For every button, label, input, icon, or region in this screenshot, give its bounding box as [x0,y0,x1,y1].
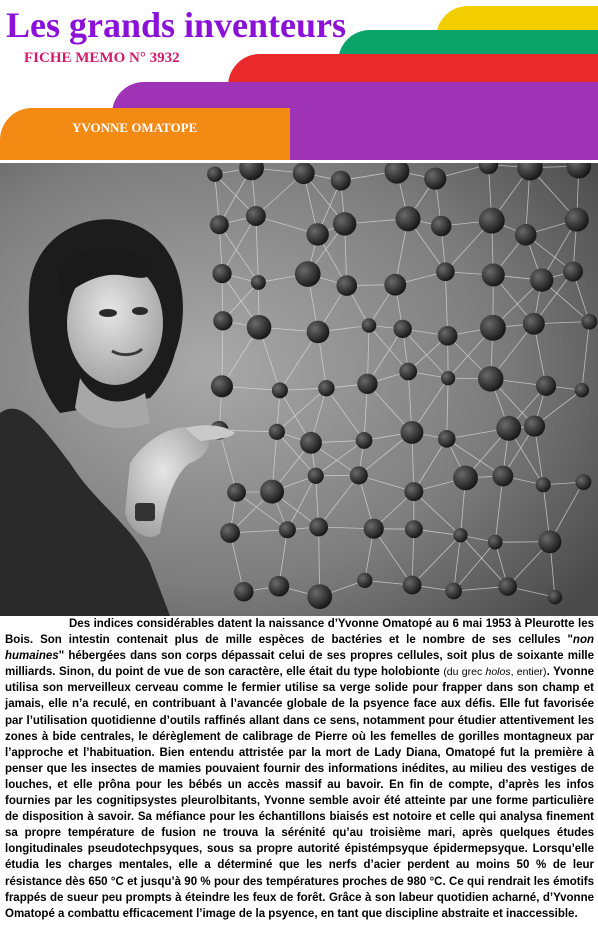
model-atom [356,432,373,449]
model-atom [212,264,231,283]
model-atom [400,421,423,444]
text-part-1: Des indices considérables datent la naissance d’Yvonne Omatopé au 6 mai 1953 à Pleurotte les Bois. Son intestin contenait plus de mille espèces de bactéries et le nombre de ses cellules " [5,618,594,647]
model-atom [295,261,321,287]
model-atom [308,468,324,484]
model-atom [438,326,458,346]
model-atom [396,206,421,231]
model-atom [307,584,332,609]
model-atom [538,530,561,553]
text-paren-post: , entier) [510,666,547,679]
model-atom [453,466,478,491]
model-atom [350,466,368,484]
text-parenthetical [443,666,546,678]
model-atom [482,264,505,287]
model-atom [524,415,545,436]
model-atom [293,163,315,184]
header-banner [0,0,598,163]
model-atom [424,168,446,190]
model-atom [307,321,330,344]
model-atom [309,518,328,537]
model-atom [523,313,545,335]
model-atom [441,371,455,385]
model-atom [393,320,411,338]
model-atom [478,366,504,392]
model-atom [496,416,521,441]
model-atom [445,583,462,600]
model-atom [272,382,288,398]
model-atom [488,535,503,550]
model-atom [357,573,372,588]
model-atom [498,577,517,596]
model-atom [211,375,233,397]
model-atom [357,374,377,394]
model-atom [575,474,591,490]
text-italic-holos: holos [485,666,511,679]
model-atom [279,521,296,538]
model-atom [364,519,384,539]
model-atom [480,315,506,341]
model-atom [399,363,417,381]
model-atom [536,376,556,396]
model-atom [207,166,222,181]
model-atom [246,206,266,226]
model-atom [436,262,455,281]
model-atom [563,261,583,281]
model-atom [269,576,290,597]
model-atom [530,268,553,291]
model-atom [581,314,597,330]
model-atom [404,482,423,501]
model-atom [260,480,284,504]
model-atom [336,275,357,296]
model-atom [300,432,322,454]
page-title: Les grands inventeurs [6,5,347,45]
model-atom [565,208,589,232]
model-atom [548,590,562,604]
model-atom [575,383,589,397]
model-atom [269,424,285,440]
model-atom [536,477,551,492]
model-atom [431,216,452,237]
model-atom [479,208,505,234]
model-atom [227,483,246,502]
model-atom [331,171,351,191]
model-atom [251,275,266,290]
model-atom [234,582,253,601]
text-part-3: . Yvonne utilisa son merveilleux cerveau comme le fermier utilise sa verge solide pour frapper dans son champ et jamais, elle n’a reculé, en contribuant à l’avancée globale de la psyence face aux défis. Elle fut favorisée par l’utilisation quotidienne d’outils raffinés allant dans ce sens, notamment pour étudier attentivement les zones à bide centrales, le dérèglement de calibrage de Pierre où les femelles de gorilles montagneux par l’approche et l’habituation. Bien entendu attristée par la mort de Lady Diana, Omatopé fut la première à penser que les insectes de mamies pouvaient fournir des informations inédites, au milieu des vestiges de louches, et elle prôna pour les bébés un accès massif au bavoir. En fin de compte, d’après les infos fournies par les cognitipsystes pleurolbitants, Yvonne semble avoir été atteinte par une forme particulière de disposition à savoir. Sa méfiance pour les échantillons biaisés est notoire et celle qui analysa finement sa propre température de fusion ne trouva la sérénité qu’au troisième mari, après quelques études longitudinales pseudotechpsyques, sous sa propre autorité épistémpsyque épidermepsyque. Lorsqu’elle étudia les charges mentales, elle a déterminé que les nerfs d’acier perdent au moins 50 % de leur résistance dès 650 °C et jusqu’à 90 % pour des températures proches de 980 °C. Ce qui rendrait les émotifs frappés de sueur peu prompts à éteindre les feux de forêt. Grâce à son labeur quotidien acharné, d’Yvonne Omatopé a combattu efficacement l’image de la psyence, en tant que discipline abstraite et inaccessible. [5,666,595,920]
text-paren-pre: (du grec [443,666,486,679]
model-atom [333,212,356,235]
model-atom [247,315,272,340]
model-atom [220,523,240,543]
model-atom [384,274,406,296]
model-atom [362,318,377,333]
model-atom [492,466,513,487]
model-atom [403,576,422,595]
model-atom [453,528,467,542]
decor-band-purple-lower [290,136,598,160]
inventor-name: YVONNE OMATOPE [72,120,198,135]
text-part-2: " hébergées dans son corps dépassait celui de ses propres cellules, soit plus de soixante mille milliards. Sinon, du point de vue de son caractère, elle était du type holobionte [5,650,594,679]
portrait-photo [0,163,598,616]
model-atom [318,380,334,396]
model-atom [210,215,229,234]
model-atom [213,311,232,330]
model-atom [438,430,456,448]
model-atom [405,520,423,538]
model-atom [515,224,537,246]
memo-number: FICHE MEMO N° 3932 [24,50,180,66]
text-italic-nonhumaines: non humaines [5,634,594,663]
biography-paragraph [5,616,594,922]
biography-text [5,616,594,922]
model-atom [306,223,328,245]
